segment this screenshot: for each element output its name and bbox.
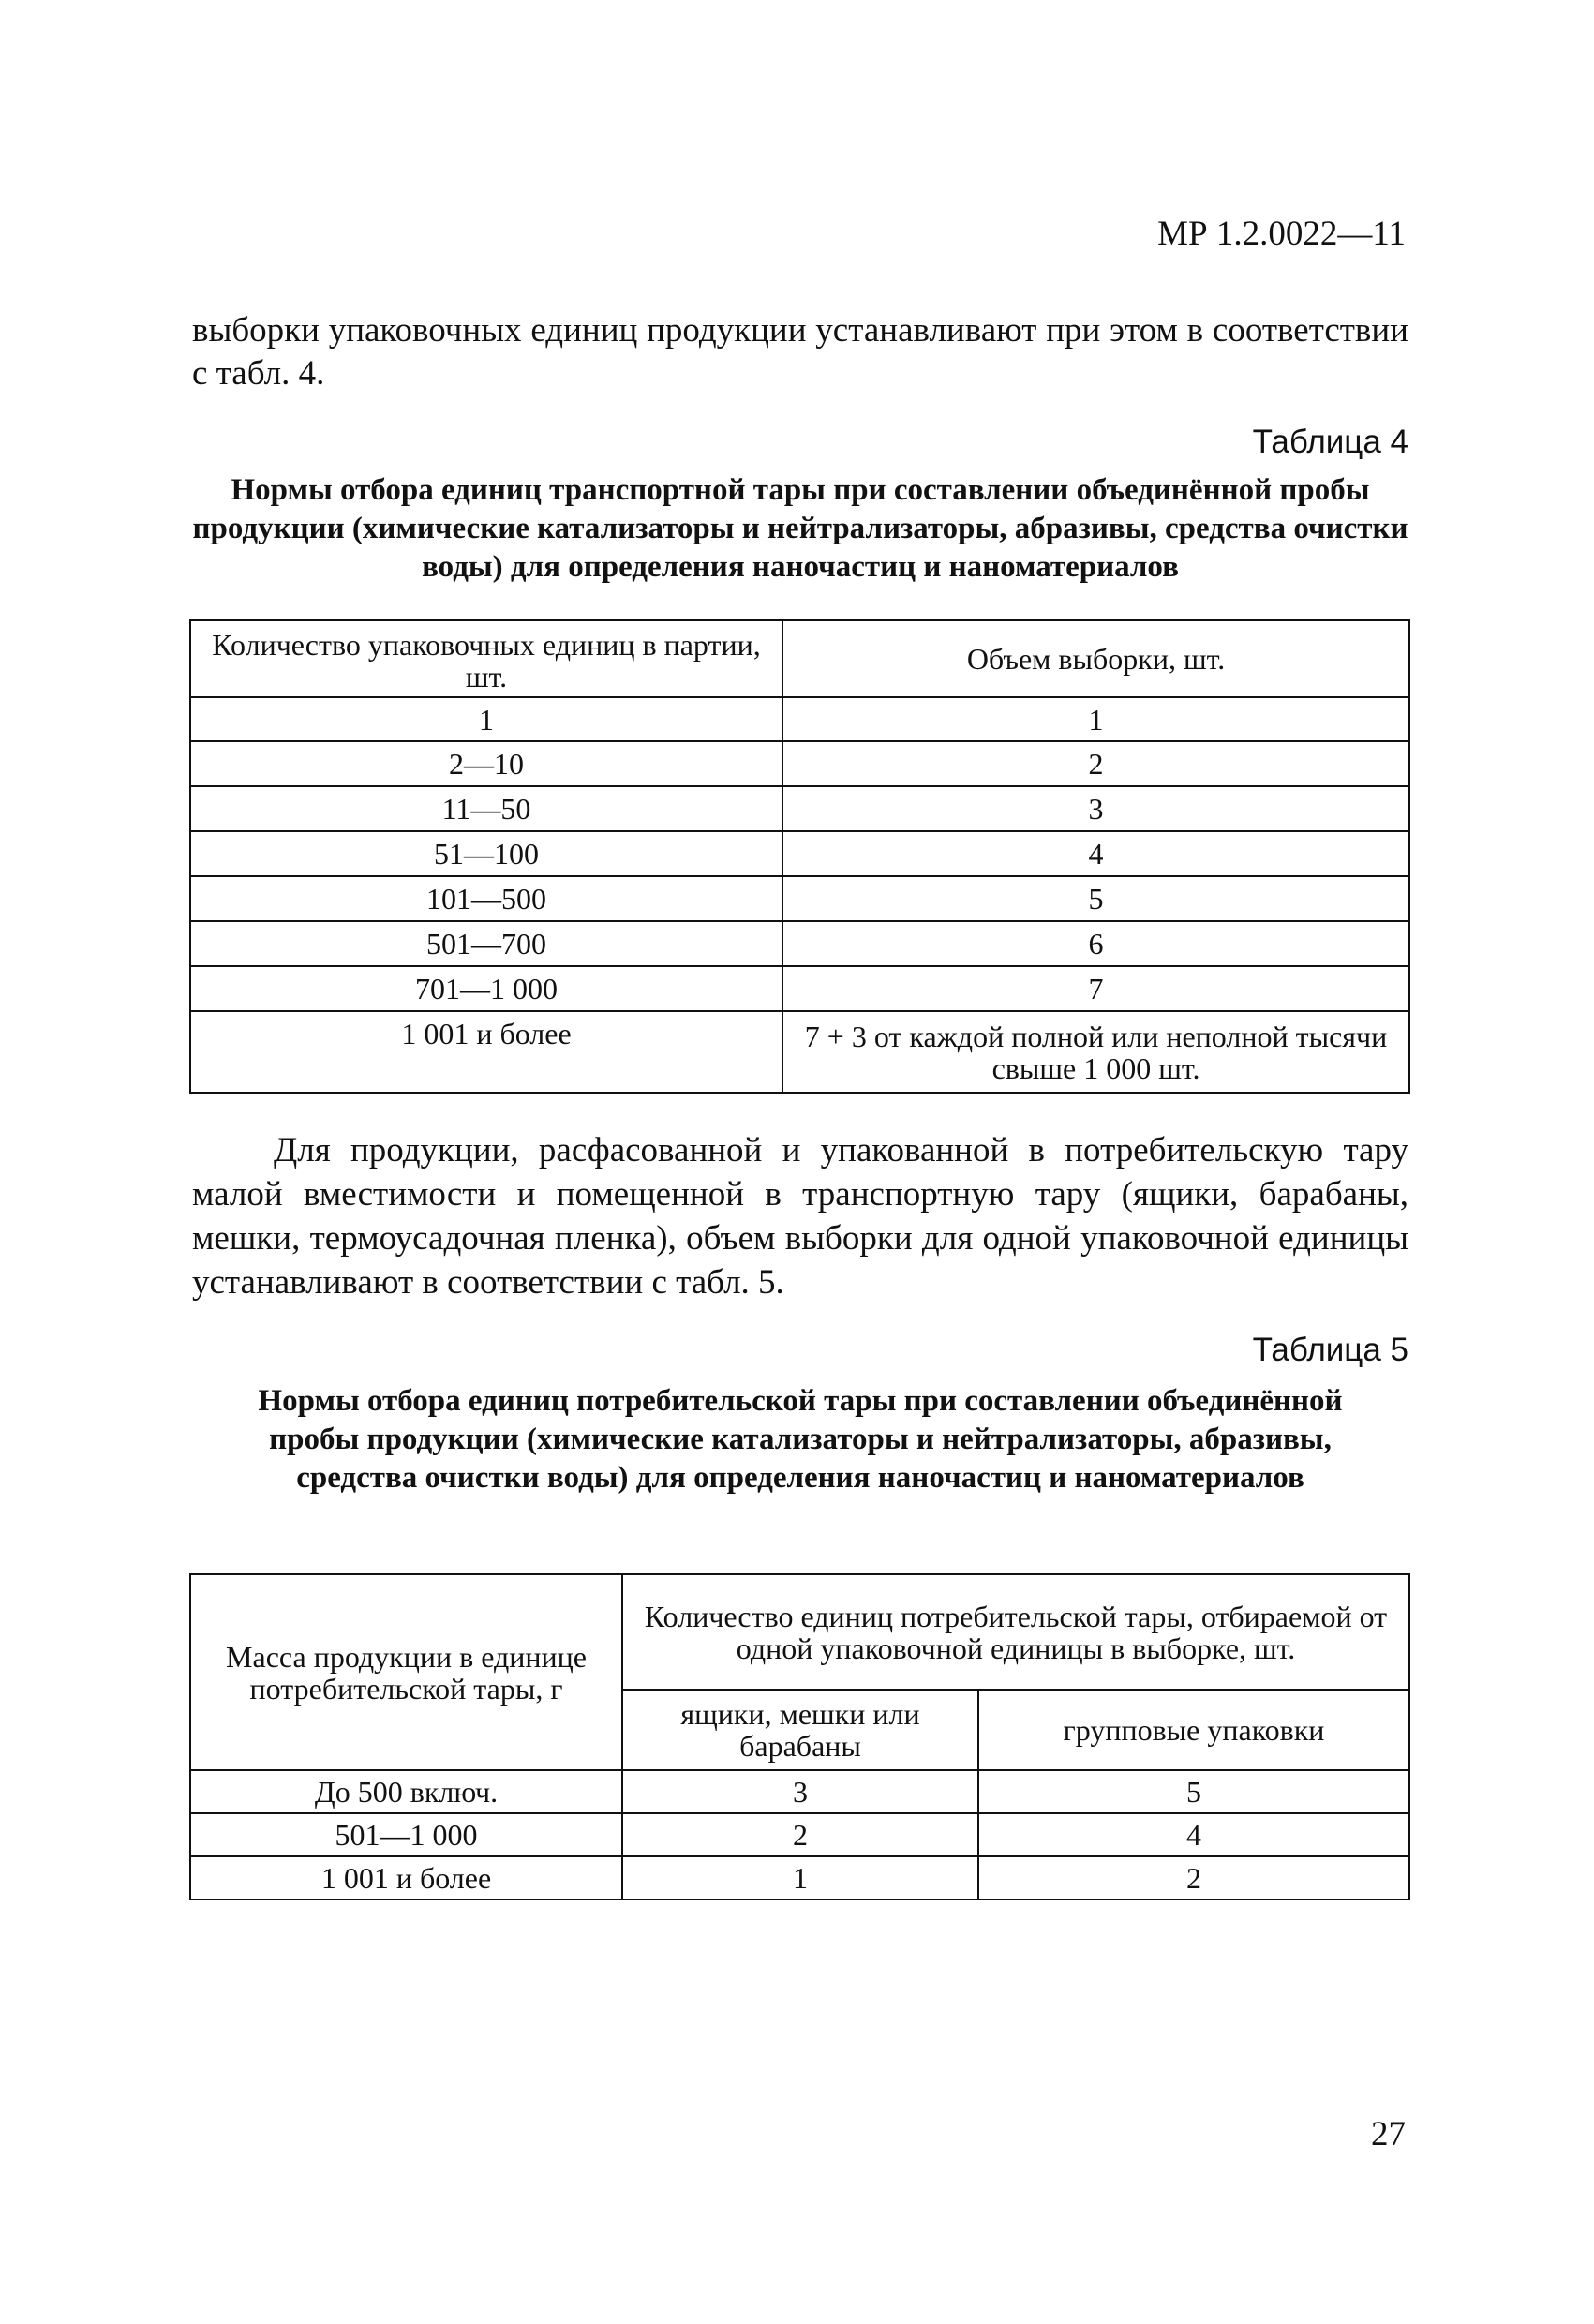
table-row: [190, 1856, 1409, 1899]
table4-cell-quantity: 51—100: [190, 831, 782, 876]
table5-cell-boxes: 2: [622, 1813, 978, 1856]
table4-header-sample: Объем выборки, шт.: [782, 620, 1409, 697]
table4-cell-quantity: 2—10: [190, 741, 782, 786]
table-row: [190, 741, 1409, 786]
table5-header-group: Количество единиц потребительской тары, отбираемой от одной упаковочной единицы в выборке, шт.: [622, 1574, 1409, 1690]
table4-cell-quantity: 101—500: [190, 876, 782, 921]
table4-cell-sample: 3: [782, 786, 1409, 831]
table-row: [190, 921, 1409, 966]
table-row: [190, 831, 1409, 876]
table4-cell-sample: 7: [782, 966, 1409, 1011]
table4-cell-quantity: 501—700: [190, 921, 782, 966]
table4-title: Нормы отбора единиц транспортной тары при составлении объединённой пробы продукции (химические катализаторы и нейтрализаторы, абразивы, средства очистки воды) для определения наночастиц и наноматериалов: [192, 473, 1408, 584]
table4-cell-quantity: 1 001 и более: [190, 1011, 782, 1093]
table5-header-row: [190, 1574, 1409, 1690]
table5-cell-mass: 1 001 и более: [190, 1856, 622, 1899]
table5-cell-boxes: 3: [622, 1770, 978, 1813]
middle-paragraph: Для продукции, расфасованной и упакованной в потребительскую тару малой вместимости и помещенной в транспортную тару (ящики, барабаны, мешки, термоусадочная пленка), объем выборки для одной упаковочной единицы устанавливают в соответствии с табл. 5.: [192, 1131, 1408, 1302]
table4-cell-sample: 1: [782, 697, 1409, 741]
table4-cell-quantity: 11—50: [190, 786, 782, 831]
table5: [189, 1573, 1410, 1900]
table5-cell-mass: До 500 включ.: [190, 1770, 622, 1813]
table5-cell-packs: 4: [978, 1813, 1409, 1856]
table4-cell-sample: 4: [782, 831, 1409, 876]
table5-label: Таблица 5: [1252, 1332, 1408, 1368]
table-row: [190, 1813, 1409, 1856]
table5-cell-mass: 501—1 000: [190, 1813, 622, 1856]
intro-paragraph: выборки упаковочных единиц продукции устанавливают при этом в соответствии с табл. 4.: [192, 311, 1408, 393]
table4: [189, 619, 1410, 1094]
table-row: [190, 1011, 1409, 1093]
table4-cell-quantity: 1: [190, 697, 782, 741]
document-code: МР 1.2.0022—11: [1157, 215, 1406, 253]
table5-cell-packs: 2: [978, 1856, 1409, 1899]
table5-subheader-packs: групповые упаковки: [978, 1690, 1409, 1770]
table-row: [190, 786, 1409, 831]
table4-header-quantity: Количество упаковочных единиц в партии, шт.: [190, 620, 782, 697]
table-row: [190, 966, 1409, 1011]
table5-cell-boxes: 1: [622, 1856, 978, 1899]
table4-cell-sample: 2: [782, 741, 1409, 786]
table5-subheader-boxes: ящики, мешки или барабаны: [622, 1690, 978, 1770]
page-number: 27: [1371, 2115, 1406, 2153]
table4-cell-sample: 6: [782, 921, 1409, 966]
table4-label: Таблица 4: [1252, 424, 1408, 460]
table-row: [190, 1770, 1409, 1813]
table4-header-row: [190, 620, 1409, 697]
table5-header-mass: Масса продукции в единице потребительской тары, г: [190, 1574, 622, 1770]
table-row: [190, 697, 1409, 741]
table4-cell-sample: 7 + 3 от каждой полной или неполной тысячи свыше 1 000 шт.: [782, 1011, 1409, 1093]
table4-cell-quantity: 701—1 000: [190, 966, 782, 1011]
table4-cell-sample: 5: [782, 876, 1409, 921]
table5-cell-packs: 5: [978, 1770, 1409, 1813]
table-row: [190, 876, 1409, 921]
table5-title: Нормы отбора единиц потребительской тары при составлении объединённой пробы продукции (химические катализаторы и нейтрализаторы, абразивы, средства очистки воды) для определения наночастиц и наноматериалов: [258, 1384, 1343, 1495]
